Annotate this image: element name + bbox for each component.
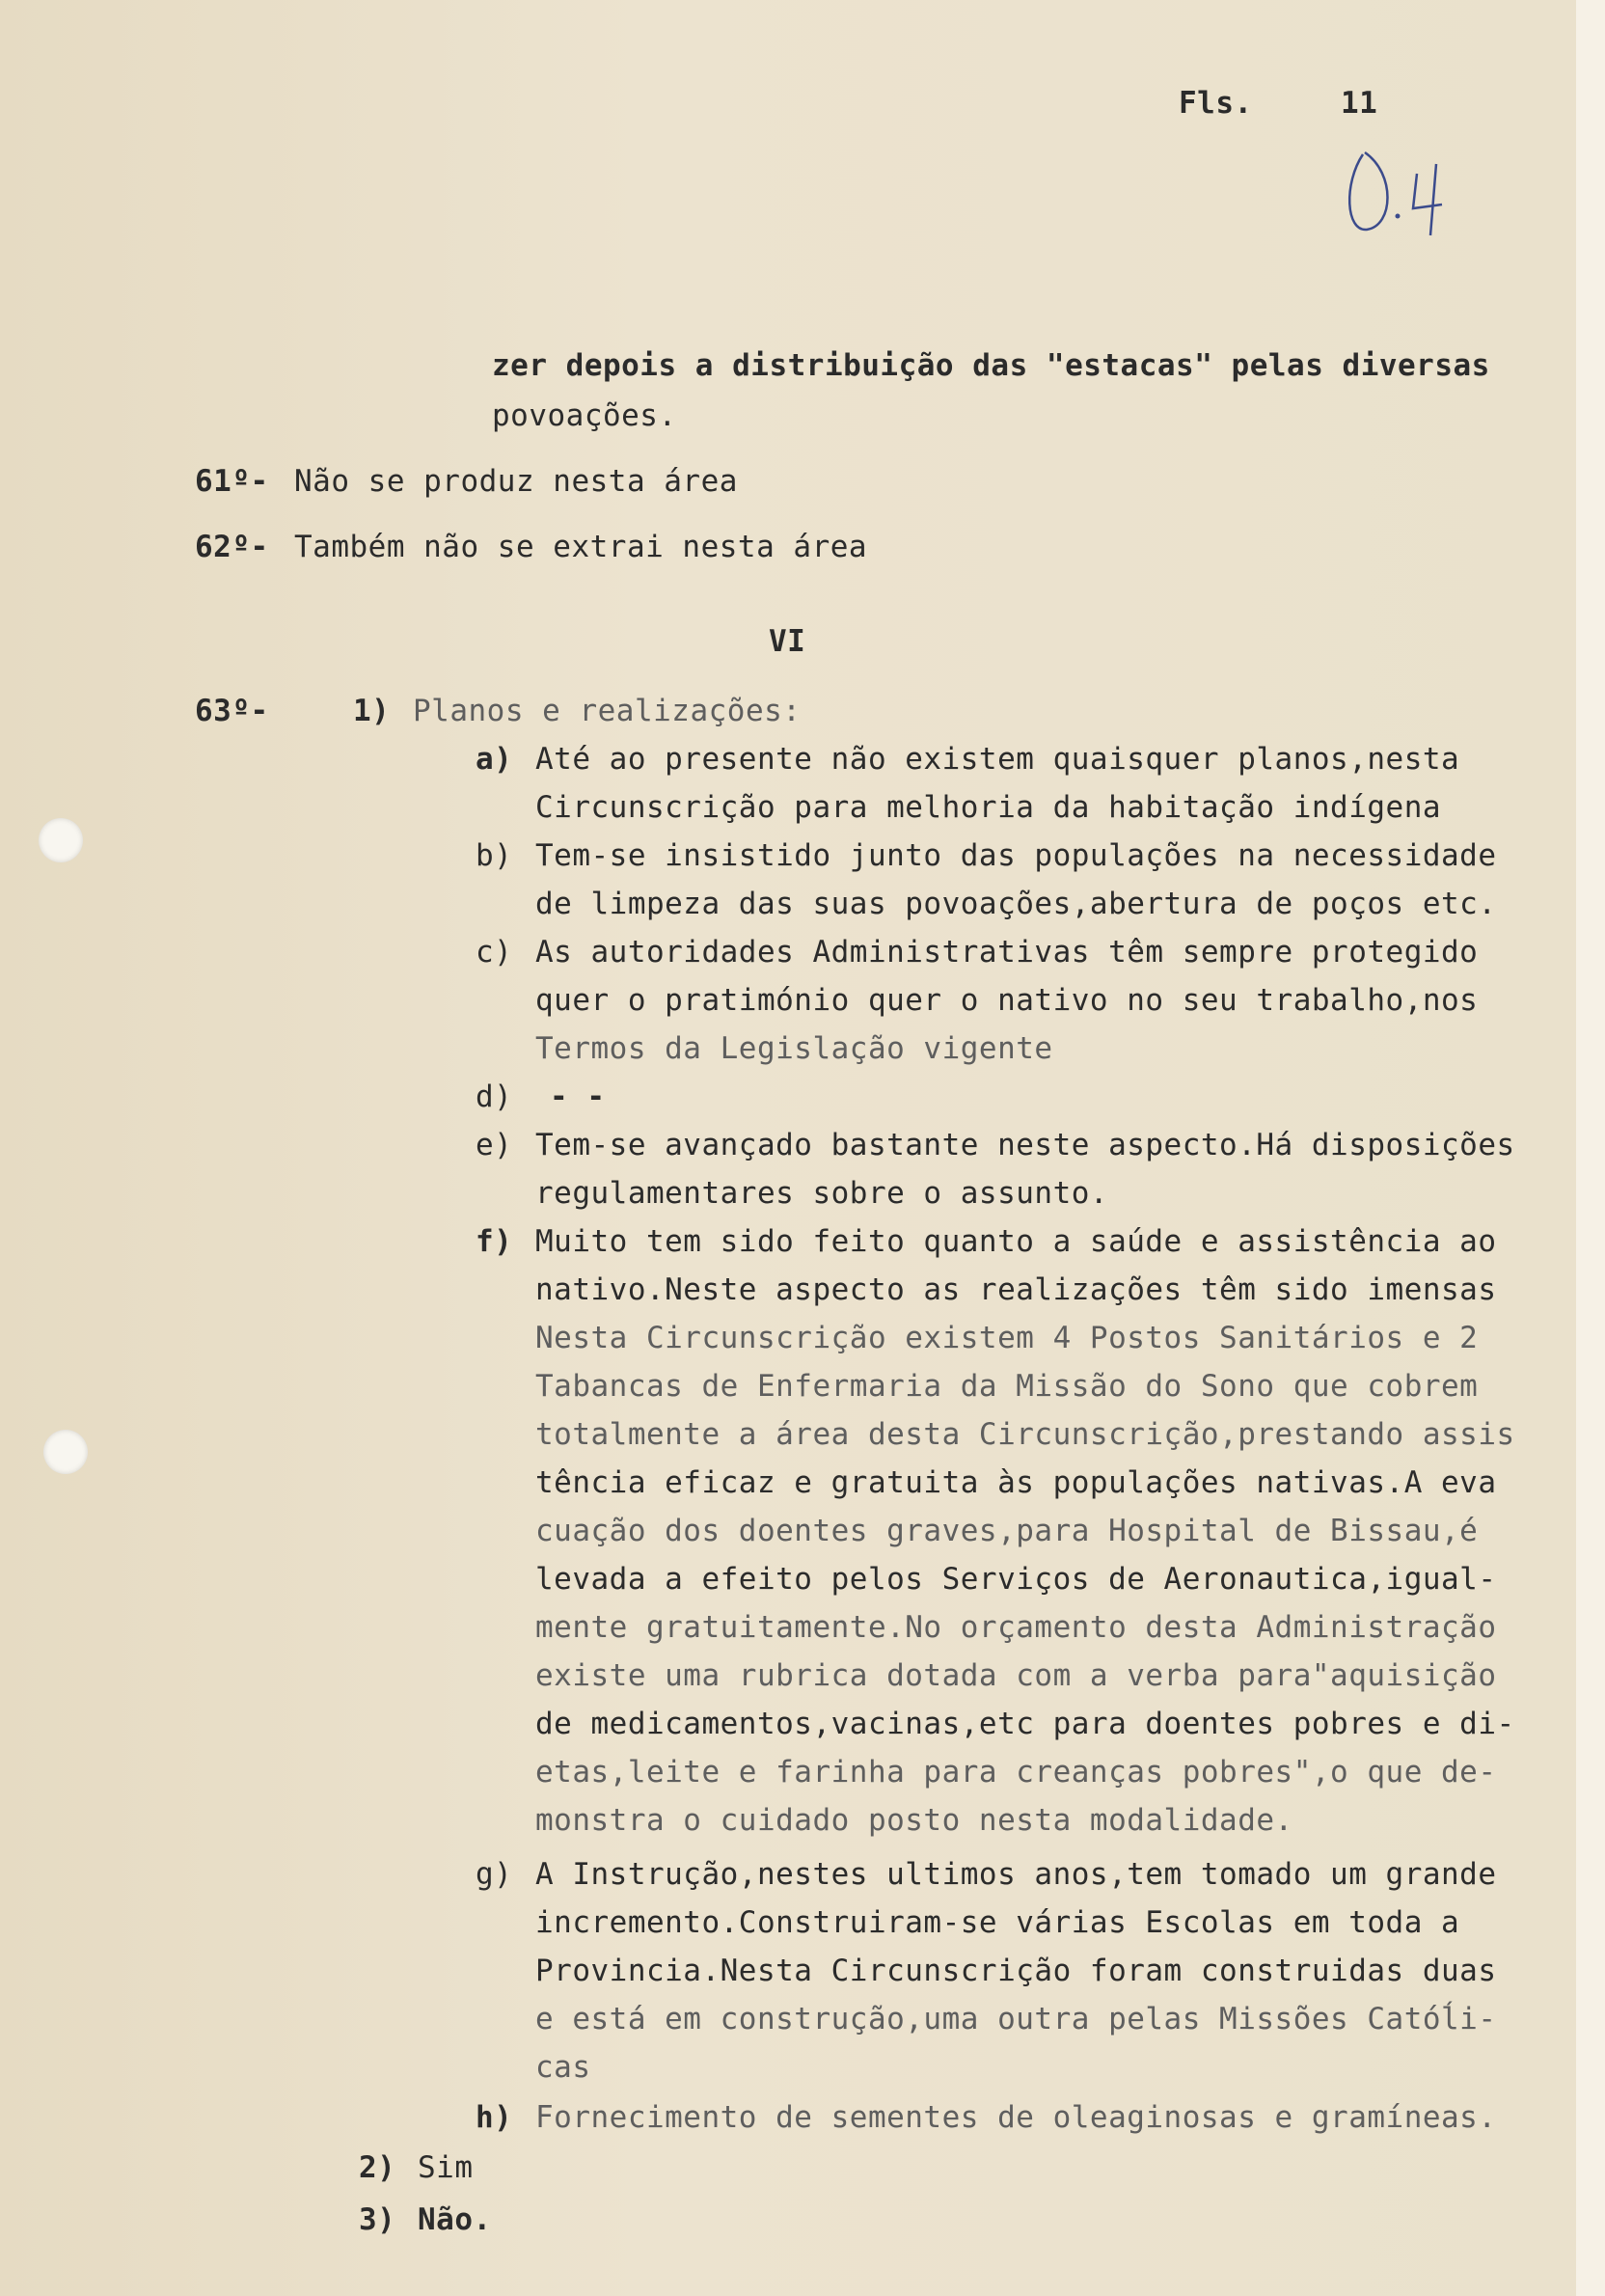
continuation-line: zer depois a distribuição das "estacas" pelas diversas bbox=[492, 348, 1490, 383]
subitem-line: As autoridades Administrativas têm sempre protegido bbox=[535, 935, 1479, 970]
subitem-label: c) bbox=[476, 935, 513, 970]
question-number: 63º- bbox=[195, 694, 269, 728]
subitem-line: existe uma rubrica dotada com a verba para"aquisição bbox=[535, 1658, 1497, 1693]
subitem-line: regulamentares sobre o assunto. bbox=[535, 1176, 1109, 1211]
subitem-line: de limpeza das suas povoações,abertura de poços etc. bbox=[535, 887, 1497, 921]
subitem-line: tência eficaz e gratuita às populações nativas.A eva bbox=[535, 1465, 1497, 1500]
subitem-line: etas,leite e farinha para creanças pobres",o que de- bbox=[535, 1755, 1497, 1790]
subitem-label: f) bbox=[476, 1224, 513, 1259]
item-text: Planos e realizações: bbox=[413, 694, 802, 728]
page-number: 11 bbox=[1341, 86, 1378, 121]
subitem-line: mente gratuitamente.No orçamento desta Administração bbox=[535, 1610, 1497, 1645]
subitem-line: A Instrução,nestes ultimos anos,tem tomado um grande bbox=[535, 1857, 1497, 1892]
subitem-line: Termos da Legislação vigente bbox=[535, 1031, 1053, 1066]
item-text: Não. bbox=[418, 2202, 492, 2237]
subitem-line: Fornecimento de sementes de oleaginosas e gramíneas. bbox=[535, 2100, 1497, 2135]
item-label: 3) bbox=[359, 2202, 396, 2237]
subitem-line: Tabancas de Enfermaria da Missão do Sono que cobrem bbox=[535, 1369, 1479, 1404]
answer-text: Também não se extrai nesta área bbox=[294, 530, 868, 564]
question-number: 61º- bbox=[195, 464, 269, 499]
question-number: 62º- bbox=[195, 530, 269, 564]
subitem-line: totalmente a área desta Circunscrição,prestando assis bbox=[535, 1417, 1515, 1452]
handwritten-initials-mark bbox=[1336, 135, 1471, 241]
subitem-line: Tem-se insistido junto das populações na necessidade bbox=[535, 838, 1497, 873]
subitem-label: a) bbox=[476, 742, 513, 777]
subitem-label: b) bbox=[476, 838, 513, 873]
subitem-label: h) bbox=[476, 2100, 513, 2135]
punch-hole bbox=[43, 1430, 88, 1474]
section-title: VI bbox=[769, 624, 806, 659]
subitem-line: de medicamentos,vacinas,etc para doentes pobres e di- bbox=[535, 1707, 1515, 1741]
page-edge bbox=[1576, 0, 1605, 2296]
subitem-line: Tem-se avançado bastante neste aspecto.Há disposições bbox=[535, 1128, 1515, 1162]
subitem-line: levada a efeito pelos Serviços de Aeronautica,igual- bbox=[535, 1562, 1497, 1597]
fls-label: Fls. bbox=[1179, 86, 1253, 121]
answer-text: Não se produz nesta área bbox=[294, 464, 738, 499]
subitem-line: Provincia.Nesta Circunscrição foram construidas duas bbox=[535, 1954, 1497, 1988]
subitem-line: Circunscrição para melhoria da habitação indígena bbox=[535, 790, 1442, 825]
subitem-line: quer o pratimónio quer o nativo no seu trabalho,nos bbox=[535, 983, 1479, 1018]
subitem-label: g) bbox=[476, 1857, 513, 1892]
subitem-line: Muito tem sido feito quanto a saúde e assistência ao bbox=[535, 1224, 1497, 1259]
item-text: Sim bbox=[418, 2150, 474, 2185]
subitem-line: monstra o cuidado posto nesta modalidade. bbox=[535, 1803, 1293, 1838]
subitem-line: Até ao presente não existem quaisquer planos,nesta bbox=[535, 742, 1460, 777]
subitem-line: - - bbox=[550, 1080, 606, 1114]
subitem-label: d) bbox=[476, 1080, 513, 1114]
subitem-label: e) bbox=[476, 1128, 513, 1162]
continuation-line: povoações. bbox=[492, 398, 677, 433]
subitem-line: incremento.Construiram-se várias Escolas em toda a bbox=[535, 1905, 1460, 1940]
subitem-line: cuação dos doentes graves,para Hospital de Bissau,é bbox=[535, 1514, 1479, 1548]
subitem-line: cas bbox=[535, 2050, 591, 2085]
subitem-line: Nesta Circunscrição existem 4 Postos Sanitários e 2 bbox=[535, 1321, 1479, 1355]
subitem-line: e está em construção,uma outra pelas Missões Catóĺi- bbox=[535, 2002, 1497, 2036]
subitem-line: nativo.Neste aspecto as realizações têm sido imensas bbox=[535, 1272, 1497, 1307]
punch-hole bbox=[39, 818, 83, 862]
item-label: 2) bbox=[359, 2150, 396, 2185]
item-label: 1) bbox=[353, 694, 391, 728]
